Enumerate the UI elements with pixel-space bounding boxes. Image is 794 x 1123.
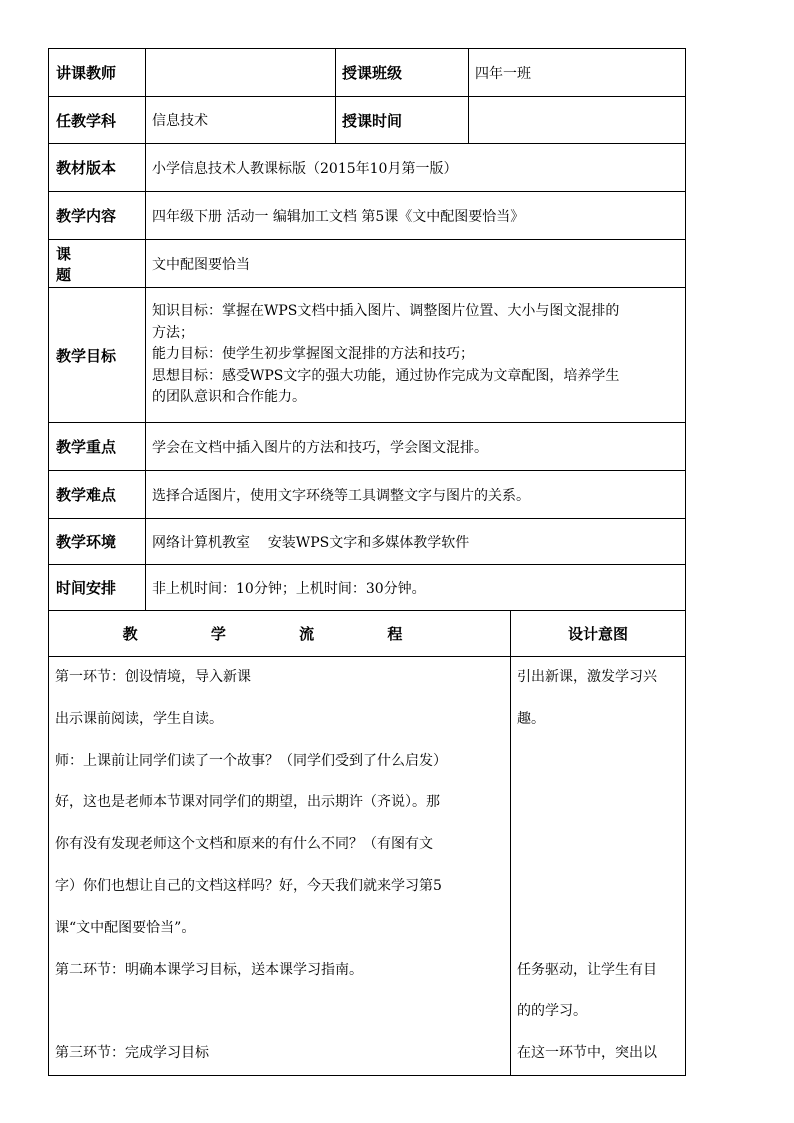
intent-line: 引出新课，激发学习兴 (517, 669, 657, 685)
intent-line: 任务驱动，让学生有目 (517, 961, 657, 978)
topic-value: 文中配图要恰当 (146, 240, 686, 288)
environment-value: 网络计算机教室 安装WPS文字和多媒体教学软件 (146, 519, 686, 565)
difficulties-label: 教学难点 (49, 471, 146, 519)
key-points-label: 教学重点 (49, 423, 146, 471)
content-value: 四年级下册 活动一 编辑加工文档 第5课《文中配图要恰当》 (146, 192, 686, 240)
intent-line (517, 866, 679, 908)
content-label: 教学内容 (49, 192, 146, 240)
intent-line: 在这一环节中，突出以 (517, 1045, 657, 1062)
teacher-label: 讲课教师 (49, 49, 146, 97)
row-edition (49, 144, 686, 192)
objective-line: 方法； (152, 324, 194, 341)
objective-line: 能力目标：使学生初步掌握图文混排的方法和技巧； (152, 346, 474, 363)
flow-body-row (49, 657, 686, 1076)
process-line: 第三环节：完成学习目标 (55, 1045, 209, 1062)
row-environment (49, 519, 686, 565)
process-line: 出示课前阅读，学生自读。 (55, 710, 223, 727)
process-line: 第二环节：明确本课学习目标，送本课学习指南。 (55, 961, 363, 978)
objectives-label: 教学目标 (49, 288, 146, 423)
time-value (469, 97, 686, 144)
intent-line: 的的学习。 (517, 1003, 587, 1020)
schedule-label: 时间安排 (49, 565, 146, 611)
objective-line: 知识目标：掌握在WPS文档中插入图片、调整图片位置、大小与图文混排的 (152, 303, 620, 320)
intent-line (517, 908, 679, 950)
subject-label: 任教学科 (49, 97, 146, 144)
process-line: 你有没有发现老师这个文档和原来的有什么不同？（有图有文 (55, 836, 433, 853)
process-line: 第一环节：创设情境，导入新课 (55, 669, 251, 685)
process-cell (49, 657, 511, 1076)
class-label: 授课班级 (336, 49, 469, 97)
environment-label: 教学环境 (49, 519, 146, 565)
topic-label: 课 题 (49, 240, 146, 288)
intent-line (517, 782, 679, 824)
objectives-value (146, 288, 686, 423)
row-topic (49, 240, 686, 288)
row-difficulties (49, 471, 686, 519)
process-line (55, 991, 504, 1033)
row-key-points (49, 423, 686, 471)
subject-value: 信息技术 (146, 97, 336, 144)
lesson-info-table (48, 48, 686, 611)
intent-line: 趣。 (517, 710, 545, 727)
intent-header: 设计意图 (511, 611, 686, 657)
teaching-flow-table (48, 610, 686, 1076)
row-teacher-class (49, 49, 686, 97)
flow-header-row (49, 611, 686, 657)
intent-line (517, 741, 679, 783)
time-label: 授课时间 (336, 97, 469, 144)
objective-line: 思想目标：感受WPS文字的强大功能，通过协作完成为文章配图，培养学生 (152, 367, 620, 384)
difficulties-value: 选择合适图片，使用文字环绕等工具调整文字与图片的关系。 (146, 471, 686, 519)
process-header: 教 学 流 程 (49, 611, 511, 657)
key-points-value: 学会在文档中插入图片的方法和技巧，学会图文混排。 (146, 423, 686, 471)
row-objectives (49, 288, 686, 423)
intent-line (517, 824, 679, 866)
process-line: 师：上课前让同学们读了一个故事？（同学们受到了什么启发） (55, 752, 447, 769)
process-line: 课“文中配图要恰当”。 (55, 919, 196, 936)
teacher-value (146, 49, 336, 97)
edition-label: 教材版本 (49, 144, 146, 192)
objective-line: 的团队意识和合作能力。 (152, 389, 306, 406)
process-line: 字）你们也想让自己的文档这样吗？好，今天我们就来学习第5 (55, 877, 442, 894)
row-schedule (49, 565, 686, 611)
edition-value: 小学信息技术人教课标版（2015年10月第一版） (146, 144, 686, 192)
schedule-value: 非上机时间：10分钟；上机时间：30分钟。 (146, 565, 686, 611)
process-line: 好，这也是老师本节课对同学们的期望，出示期许（齐说）。那 (55, 794, 440, 811)
intent-cell (511, 657, 686, 1076)
row-subject-time (49, 97, 686, 144)
row-content (49, 192, 686, 240)
class-value: 四年一班 (469, 49, 686, 97)
